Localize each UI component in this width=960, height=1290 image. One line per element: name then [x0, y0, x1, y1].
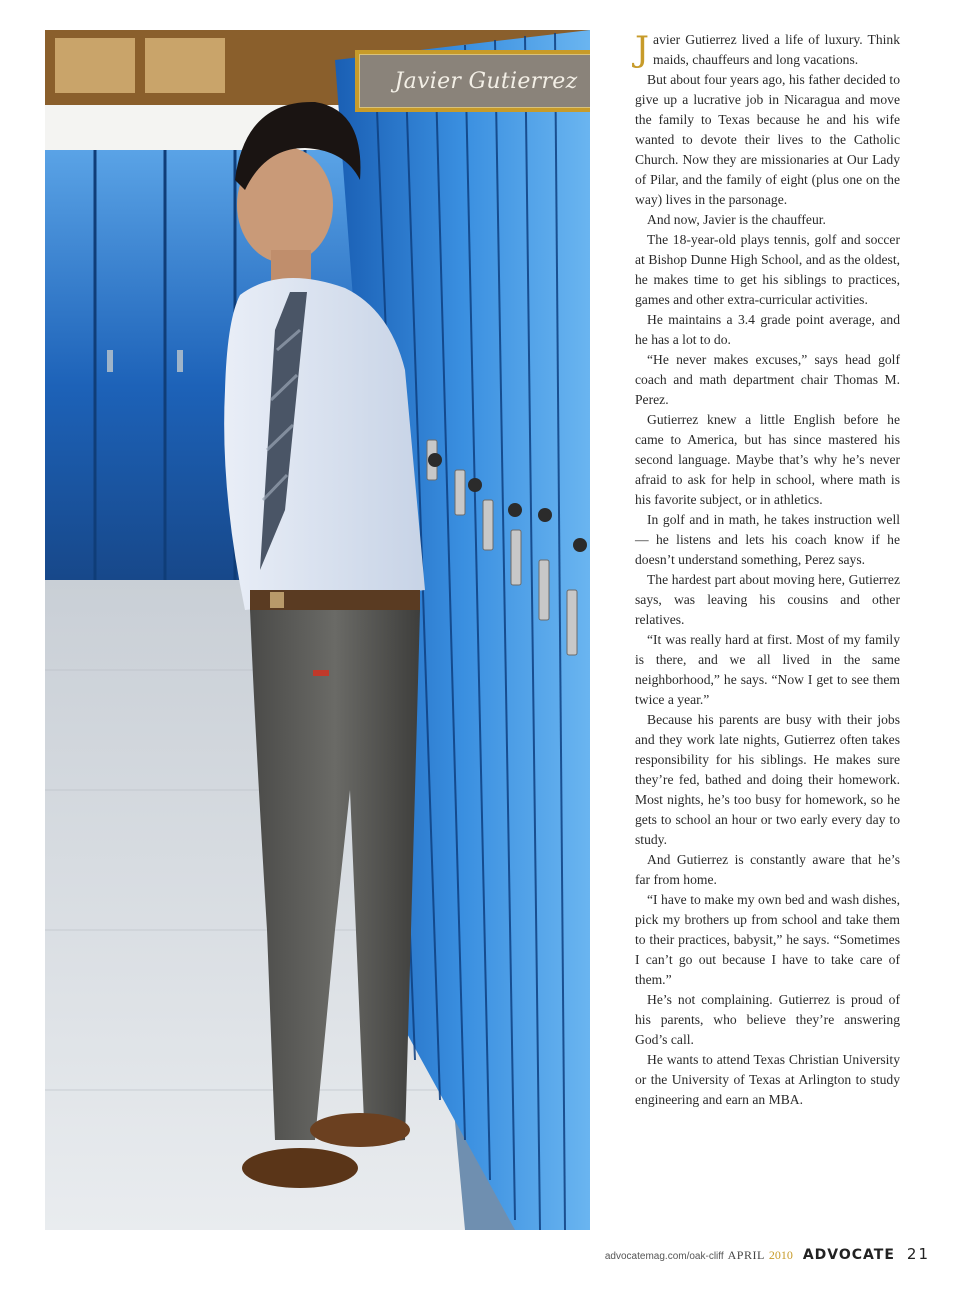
article-paragraph: But about four years ago, his father decided to give up a lucrative job in Nicaragua and move the family to Texas because he and his wife wanted to devote their lives to the Catholic Church. Now they are missionaries at Our Lady of Pilar, and the family of eight (plus one on the way) lives in the parsonage. — [635, 72, 900, 207]
page-footer — [605, 1245, 930, 1263]
name-caption-plate — [355, 50, 590, 112]
article-body — [635, 30, 900, 1110]
article-paragraph: “He never makes excuses,” says head golf coach and math department chair Thomas M. Perez. — [635, 352, 900, 407]
article-paragraph: Because his parents are busy with their jobs and they work late nights, Gutierrez often takes responsibility for his siblings. He makes sure they’re fed, bathed and doing their homework. Most nights, he’s too busy for homework, so he gets to school an hour or two early every day to study. — [635, 712, 900, 847]
page-number: 21 — [906, 1245, 930, 1263]
article-paragraph: The hardest part about moving here, Gutierrez says, was leaving his cousins and other relatives. — [635, 572, 900, 627]
subject-name-caption: Javier Gutierrez — [394, 68, 578, 94]
article-paragraph: Gutierrez knew a little English before he came to America, but has since mastered his second language. Maybe that’s why he’s never afraid to ask for help in school, where math is his favorite subject, or in athletics. — [635, 412, 900, 507]
feature-photo — [45, 30, 590, 1230]
article-paragraph: He’s not complaining. Gutierrez is proud of his parents, who believe they’re answering God’s call. — [635, 992, 900, 1047]
article-paragraph: And now, Javier is the chauffeur. — [647, 212, 826, 227]
article-paragraph: He wants to attend Texas Christian University or the University of Texas at Arlington to study engineering and earn an MBA. — [635, 1052, 900, 1107]
name-caption-inner — [359, 54, 590, 108]
advocate-logo: ADVOCATE — [802, 1247, 895, 1263]
footer-url: advocatemag.com/oak-cliff — [604, 1251, 724, 1262]
article-paragraph: The 18-year-old plays tennis, golf and soccer at Bishop Dunne High School, and as the oldest, he makes time to get his siblings to practices, games and other extra-curricular activities. — [635, 232, 900, 307]
article-paragraph: He maintains a 3.4 grade point average, and he has a lot to do. — [635, 312, 900, 347]
footer-year: 2010 — [768, 1248, 793, 1262]
footer-month: APRIL — [727, 1248, 765, 1262]
first-paragraph-text: avier Gutierrez lived a life of luxury. Think maids, chauffeurs and long vacations. — [653, 32, 900, 67]
article-paragraph: In golf and in math, he takes instruction well — he listens and lets his coach know if he doesn’t understand something, Perez says. — [635, 512, 900, 567]
article-paragraph: “I have to make my own bed and wash dishes, pick my brothers up from school and take them to their practices, babysit,” he says. “Sometimes I can’t go out because I have to take care of them.” — [635, 892, 900, 987]
drop-cap: J — [635, 30, 650, 70]
article-paragraph: And Gutierrez is constantly aware that he’s far from home. — [635, 852, 900, 887]
article-paragraph-1 — [635, 30, 900, 70]
article-paragraph: “It was really hard at first. Most of my family is there, and we all lived in the same neighborhood,” he says. “Now I get to see them twice a year.” — [635, 632, 900, 707]
locker-hallway-photo — [45, 30, 590, 1230]
